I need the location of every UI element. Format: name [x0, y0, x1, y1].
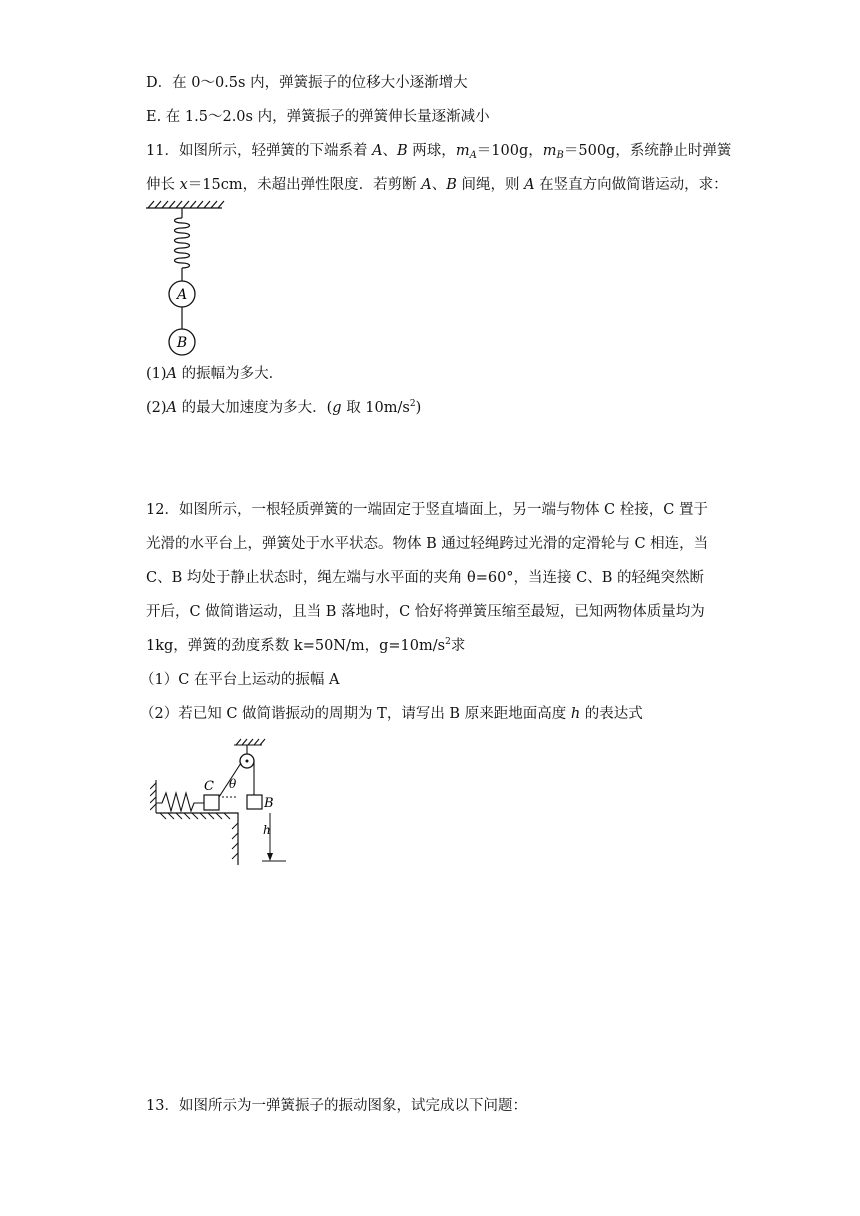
q12-subquestion-1: （1）C 在平台上运动的振幅 A: [140, 672, 340, 688]
block-c: [204, 795, 219, 810]
label-h: h: [263, 823, 271, 837]
q12-stem-line1: 12．如图所示，一根轻质弹簧的一端固定于竖直墙面上，另一端与物体 C 栓接，C 置于: [146, 502, 708, 518]
q12-stem-line4: 开后，C 做简谐运动，且当 B 落地时，C 恰好将弹簧压缩至最短，已知两物体质量均为: [146, 604, 705, 620]
q11-subquestion-1: (1)A 的振幅为多大．: [146, 366, 284, 382]
label-theta: θ: [229, 777, 237, 791]
q10-option-e: E. 在 1.5～2.0s 内，弹簧振子的弹簧伸长量逐渐减小: [146, 109, 490, 125]
ceiling-hatch: [146, 201, 224, 208]
q11-stem-line1: 11．如图所示，轻弹簧的下端系着 A、B 两球，$m_A=100g$，$m_B=500g$，系统静止时弹簧: [146, 143, 732, 161]
label-c: C: [204, 779, 214, 794]
ball-b-label: B: [176, 335, 188, 351]
wall-hatch: [150, 780, 156, 813]
spring-coil: [175, 208, 190, 281]
block-b: [247, 795, 262, 809]
pulley-ceiling-hatch: [234, 739, 265, 745]
q11-subquestion-2: (2)A 的最大加速度为多大．(g 取 $10m/s^2$): [146, 399, 422, 416]
q12-subquestion-2: （2）若已知 C 做简谐振动的周期为 T，请写出 B 原来距地面高度 h 的表达式: [140, 706, 643, 722]
q13-stem-line1: 13．如图所示为一弹簧振子的振动图象，试完成以下问题：: [146, 1098, 527, 1114]
q12-stem-line5: 1kg，弹簧的劲度系数 k=50N/m，$g=10m/s^2$求: [146, 637, 466, 654]
spring-horizontal: [156, 793, 204, 811]
q12-stem-line2: 光滑的水平台上，弹簧处于水平状态。物体 B 通过轻绳跨过光滑的定滑轮与 C 相连，当: [146, 536, 709, 552]
label-b: B: [264, 796, 274, 811]
q11-stem-line2: 伸长 x＝15cm，未超出弹性限度．若剪断 A、B 间绳，则 A 在竖直方向做简谐运动，求：: [146, 177, 728, 193]
q10-option-d: D．在 0～0.5s 内，弹簧振子的位移大小逐渐增大: [146, 75, 468, 91]
table-surface: [156, 813, 238, 865]
ball-a-label: A: [176, 287, 188, 303]
spring-balls-figure: [140, 198, 240, 360]
q12-stem-line3: C、B 均处于静止状态时，绳左端与水平面的夹角 θ=60°，当连接 C、B 的轻绳突然断: [146, 570, 705, 586]
pulley-system-figure: [150, 735, 290, 870]
table-hatch: [160, 813, 238, 859]
